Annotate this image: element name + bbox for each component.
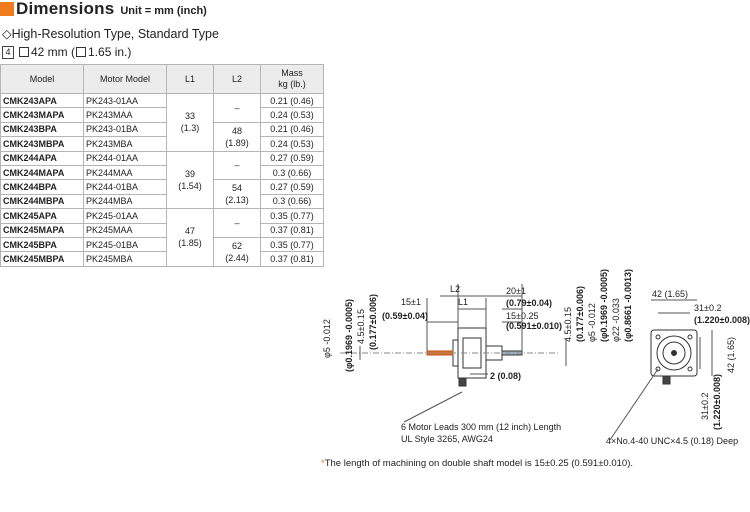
- motor-model-cell: PK244MBA: [84, 194, 167, 208]
- l2-value: 48: [231, 125, 242, 136]
- d31-vert-inch-label: (1.220±0.008): [712, 374, 722, 430]
- l1-value: 47: [184, 226, 195, 237]
- col-model: Model: [1, 65, 84, 94]
- model-cell: CMK243MBPA: [1, 137, 84, 151]
- l2-inch: (2.13): [225, 195, 249, 206]
- l1-inch: (1.3): [180, 123, 200, 134]
- leads-label-a: 6 Motor Leads 300 mm (12 inch) Length: [401, 422, 562, 432]
- d2-label: 2 (0.08): [490, 371, 522, 381]
- section-title: Dimensions: [16, 0, 115, 18]
- model-cell: CMK244MAPA: [1, 165, 84, 179]
- holes-leader: [610, 369, 658, 440]
- mass-cell: 0.3 (0.66): [261, 165, 324, 179]
- model-cell: CMK245APA: [1, 209, 84, 223]
- motor-model-cell: PK243-01AA: [84, 94, 167, 108]
- mass-cell: 0.37 (0.81): [261, 252, 324, 266]
- holes-label: 4×No.4-40 UNC×4.5 (0.18) Deep: [606, 436, 739, 446]
- leads-leader: [404, 392, 462, 422]
- l1-label: L1: [458, 297, 469, 307]
- subtitle: ◇High-Resolution Type, Standard Type: [2, 27, 219, 41]
- frame-size-text-a: 42 mm (: [31, 45, 76, 59]
- model-cell: CMK244BPA: [1, 180, 84, 194]
- d45-inch-label: (0.177±0.006): [368, 294, 378, 350]
- unit-note: Unit = mm (inch): [120, 4, 207, 17]
- l1-value: 39: [184, 168, 195, 179]
- l2-label: L2: [450, 284, 461, 294]
- d15-label: 15±1: [401, 297, 421, 307]
- model-cell: CMK243MAPA: [1, 108, 84, 122]
- col-l2: L2: [214, 65, 261, 94]
- col-motor-model: Motor Model: [84, 65, 167, 94]
- l2-value: –: [234, 218, 240, 229]
- d20-inch-label: (0.79±0.04): [506, 298, 552, 308]
- phi5-label: φ5 -0.012: [322, 319, 332, 358]
- motor-model-cell: PK244MAA: [84, 165, 167, 179]
- footnote: [321, 458, 633, 469]
- d20-label: 20±1: [506, 286, 526, 296]
- frame-size-text-b: 1.65 in.): [88, 45, 132, 59]
- footnote-text: The length of machining on double shaft model is 15±0.25 (0.591±0.010).: [324, 458, 633, 469]
- phi22-inch-label: (φ0.8661 -0.0013): [623, 269, 633, 342]
- l2-value: –: [234, 102, 240, 113]
- mass-cell: 0.37 (0.81): [261, 223, 324, 237]
- d45-inch-label-right: (0.177±0.006): [575, 286, 585, 342]
- phi22-label: φ22 -0.033: [611, 298, 621, 342]
- phi5-inch-label: (φ0.1969 -0.0005): [344, 299, 354, 372]
- l2-inch: (1.89): [225, 137, 249, 148]
- motor-model-cell: PK243MAA: [84, 108, 167, 122]
- phi5-label-right: φ5 -0.012: [587, 303, 597, 342]
- d31-vert-label: 31±0.2: [700, 392, 710, 420]
- motor-model-cell: PK245-01BA: [84, 237, 167, 251]
- d42-vert-label: 42 (1.65): [726, 336, 736, 373]
- l2-value: 54: [231, 183, 242, 194]
- d31-label: 31±0.2: [694, 303, 722, 313]
- motor-model-cell: PK243MBA: [84, 137, 167, 151]
- d15-inch-label: (0.59±0.04): [382, 311, 428, 321]
- mass-cell: 0.21 (0.46): [261, 122, 324, 136]
- l1-inch: (1.54): [178, 180, 202, 191]
- shaft-end-circle: [672, 351, 677, 356]
- mass-cell: 0.21 (0.46): [261, 94, 324, 108]
- footnote-marker: *: [321, 458, 325, 469]
- d42-label: 42 (1.65): [652, 289, 689, 299]
- col-mass-b: kg (lb.): [278, 79, 306, 89]
- motor-model-cell: PK244-01AA: [84, 151, 167, 165]
- motor-model-cell: PK244-01BA: [84, 180, 167, 194]
- l1-value: 33: [184, 111, 195, 122]
- model-cell: CMK244APA: [1, 151, 84, 165]
- d45-label: 4.5±0.15: [356, 309, 366, 344]
- l2-value: 62: [231, 240, 242, 251]
- motor-leads-connector: [459, 378, 466, 386]
- motor-model-cell: PK243-01BA: [84, 122, 167, 136]
- motor-model-cell: PK245MBA: [84, 252, 167, 266]
- d15b-label: 15±0.25: [506, 311, 539, 321]
- d15b-inch-label: (0.591±0.010): [506, 321, 562, 331]
- model-cell: CMK244MBPA: [1, 194, 84, 208]
- l2-value: –: [234, 160, 240, 171]
- model-cell: CMK245BPA: [1, 237, 84, 251]
- motor-model-cell: PK245-01AA: [84, 209, 167, 223]
- col-mass-a: Mass: [281, 68, 303, 78]
- motor-model-cell: PK245MAA: [84, 223, 167, 237]
- front-leads-connector: [663, 376, 670, 384]
- col-l1: L1: [167, 65, 214, 94]
- mass-cell: 0.27 (0.59): [261, 180, 324, 194]
- model-cell: CMK243APA: [1, 94, 84, 108]
- d45-label-right: 4.5±0.15: [563, 307, 573, 342]
- mass-cell: 0.27 (0.59): [261, 151, 324, 165]
- mass-cell: 0.24 (0.53): [261, 108, 324, 122]
- mass-cell: 0.35 (0.77): [261, 209, 324, 223]
- mass-cell: 0.24 (0.53): [261, 137, 324, 151]
- mass-cell: 0.35 (0.77): [261, 237, 324, 251]
- frame-number-badge: 4: [2, 46, 14, 59]
- model-cell: CMK245MAPA: [1, 223, 84, 237]
- model-cell: CMK245MBPA: [1, 252, 84, 266]
- l1-inch: (1.85): [178, 238, 202, 249]
- mass-cell: 0.3 (0.66): [261, 194, 324, 208]
- phi5-inch-label-right: (φ0.1969 -0.0005): [599, 269, 609, 342]
- d31-inch-label: (1.220±0.008): [694, 315, 750, 325]
- model-cell: CMK243BPA: [1, 122, 84, 136]
- l2-inch: (2.44): [225, 252, 249, 263]
- leads-label-b: UL Style 3265, AWG24: [401, 434, 493, 444]
